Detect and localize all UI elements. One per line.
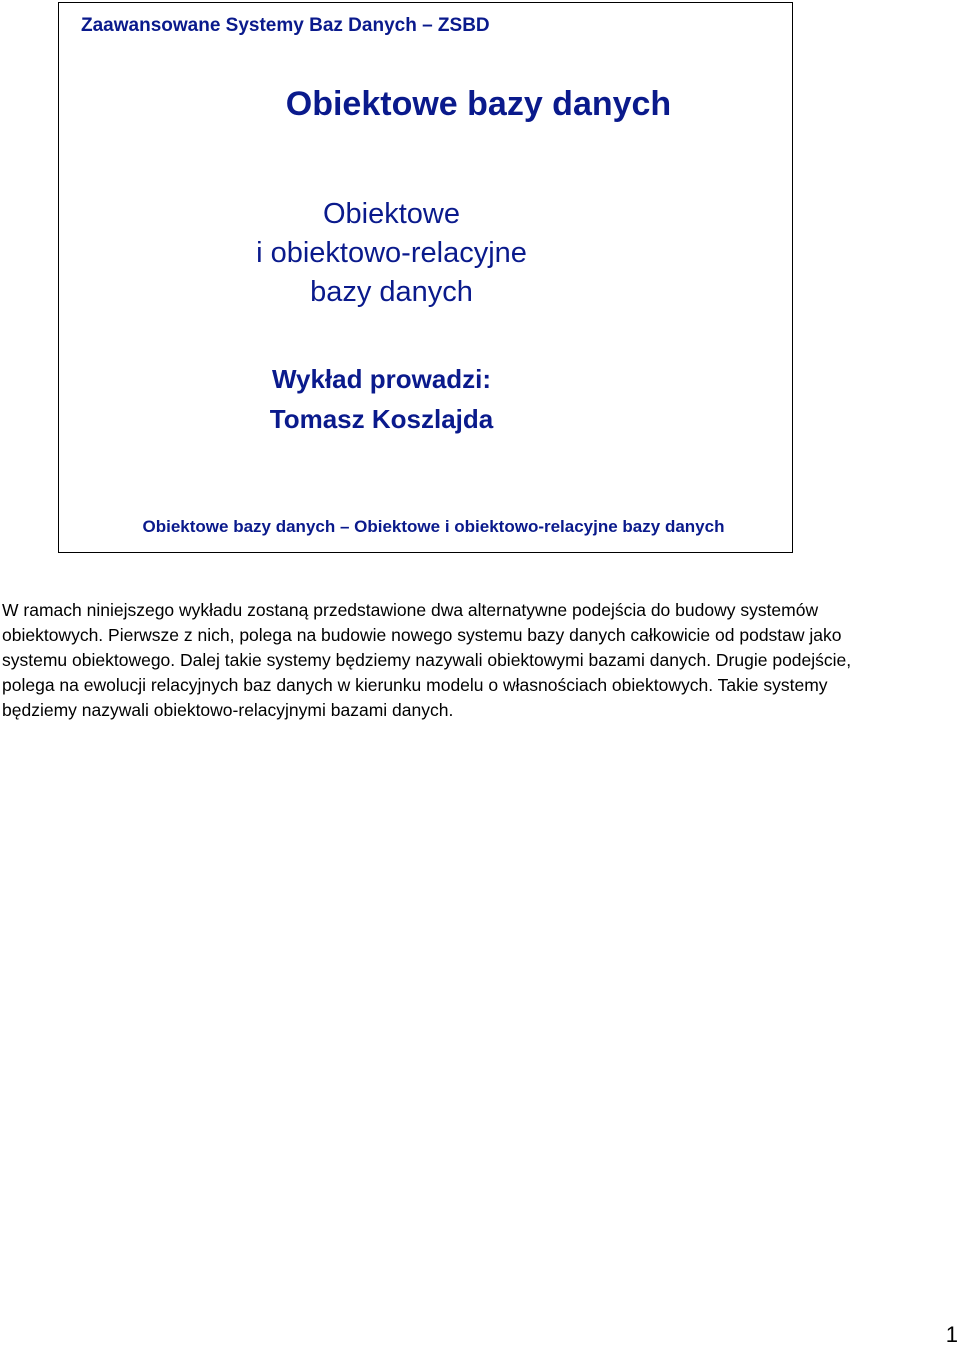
subtitle-line: i obiektowo-relacyjne (256, 237, 527, 269)
slide-title: Obiektowe bazy danych (285, 85, 672, 123)
lecture-notes: W ramach niniejszego wykładu zostaną przedstawione dwa alternatywne podejścia do budowy systemów obiektowych. Pierwsze z nich, polega na budowie nowego systemu bazy danych całkowicie od podstaw jako systemu obiektowego. Dalej takie systemy będziemy nazywali obiektowymi bazami danych. Drugie podejście, polega na ewolucji relacyjnych baz danych w kierunku modelu o własnościach obiektowych. Takie systemy będziemy nazywali obiektowo-relacyjnymi bazami danych. (2, 600, 852, 720)
lecturer-name: Tomasz Koszlajda (269, 404, 494, 434)
page-number: 1 (945, 1322, 958, 1347)
slide-frame (58, 2, 793, 553)
lecturer-label: Wykład prowadzi: (271, 364, 492, 394)
slide-header: Zaawansowane Systemy Baz Danych – ZSBD (81, 15, 490, 36)
lecturer-block (59, 359, 792, 439)
subtitle-line: bazy danych (310, 276, 473, 308)
slide-subtitle (59, 195, 792, 312)
subtitle-line: Obiektowe (322, 198, 460, 230)
slide-footer: Obiektowe bazy danych – Obiektowe i obiektowo-relacyjne bazy danych (142, 517, 725, 536)
